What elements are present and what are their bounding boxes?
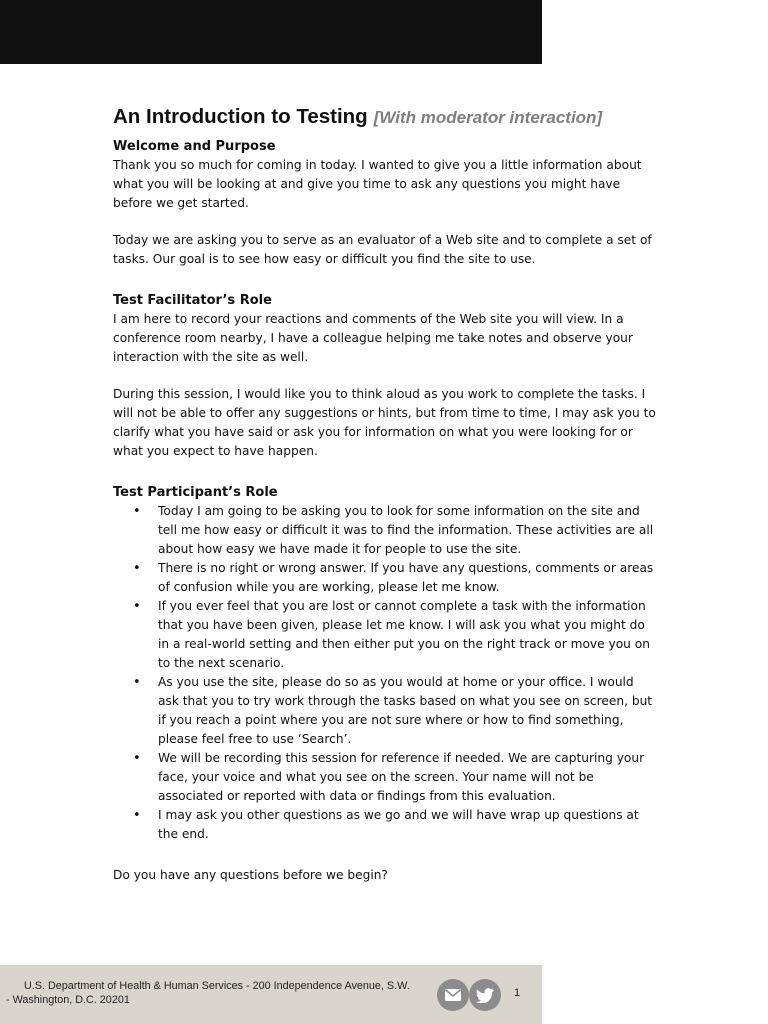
welcome-paragraph-1: Thank you so much for coming in today. I wanted to give you a little information about what you will be looking at and give you time to ask any questions you might have before we get started. [113,158,642,210]
bullet-marker: • [133,751,141,766]
list-item [113,749,658,806]
twitter-icon[interactable] [469,979,501,1011]
bullet-marker: • [133,808,141,823]
section-heading-participant: Test Participant’s Role [113,485,278,500]
list-item [113,806,658,844]
list-item [113,673,658,749]
header-bar [0,0,542,64]
list-item [113,559,658,597]
list-item-text: If you ever feel that you are lost or cannot complete a task with the information that you have been given, please let me know. I will ask you what you might do in a real-world setting and then either put you on the right track or move you on to the next scenario. [158,599,650,670]
bullet-marker: • [133,561,141,576]
list-item-text: As you use the site, please do so as you would at home or your office. I would ask that you to try work through the tasks based on what you see on screen, but if you reach a point where you are not sure where or how to find something, please feel free to use ‘Search’. [158,675,653,746]
title-note: [With moderator interaction] [373,108,603,127]
section-heading-welcome: Welcome and Purpose [113,139,276,154]
footer-address: U.S. Department of Health & Human Services - 200 Independence Avenue, S.W. - Washington, D.C. 20201 [6,980,410,1006]
section-heading-facilitator: Test Facilitator’s Role [113,293,272,308]
list-item-text: There is no right or wrong answer. If you have any questions, comments or areas of confusion while you are working, please let me know. [158,561,654,594]
bullet-marker: • [133,599,141,614]
closing-question: Do you have any questions before we begin? [113,868,388,882]
title-text: An Introduction to Testing [113,105,368,128]
bullet-marker: • [133,675,141,690]
mail-icon[interactable] [437,979,469,1011]
bullet-marker: • [133,504,141,519]
document-body [113,105,658,885]
list-item [113,502,658,559]
facilitator-paragraph-2: During this session, I would like you to think aloud as you work to complete the tasks. I will not be able to offer any suggestions or hints, but from time to time, I may ask you to clarify what you have said or ask you for information on what you were looking for or what you expect to have happen. [113,387,656,458]
list-item [113,597,658,673]
participant-bullet-list [113,502,658,844]
welcome-paragraph-2: Today we are asking you to serve as an evaluator of a Web site and to complete a set of tasks. Our goal is to see how easy or difficult you find the site to use. [113,233,652,266]
list-item-text: We will be recording this session for reference if needed. We are capturing your face, your voice and what you see on the screen. Your name will not be associated or reported with data or findings from this evaluation. [158,751,645,803]
facilitator-paragraph-1: I am here to record your reactions and comments of the Web site you will view. In a conference room nearby, I have a colleague helping me take notes and observe your interaction with the site as well. [113,312,633,364]
page-footer [0,965,542,1024]
list-item-text: Today I am going to be asking you to look for some information on the site and tell me how easy or difficult it was to find the information. These activities are all about how easy we have made it for people to use the site. [158,504,654,556]
list-item-text: I may ask you other questions as we go and we will have wrap up questions at the end. [158,808,639,841]
page-number: 1 [514,987,521,999]
page-title [113,105,658,129]
